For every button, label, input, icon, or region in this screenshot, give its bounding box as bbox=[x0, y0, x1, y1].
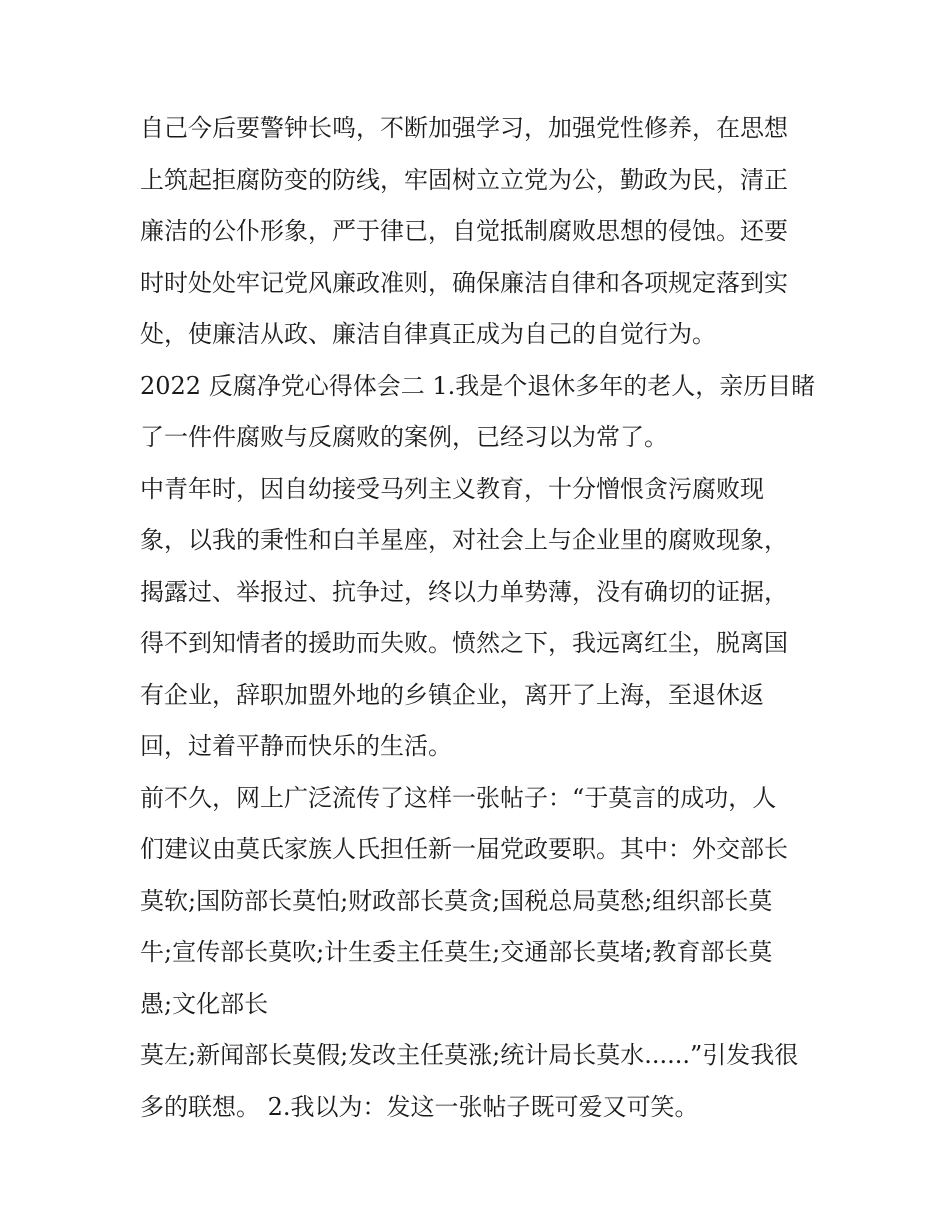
text-line: 廉洁的公仆形象，严于律已，自觉抵制腐败思想的侵蚀。还要 bbox=[140, 217, 788, 245]
text-line: 象，以我的秉性和白羊星座，对社会上与企业里的腐败现象， bbox=[140, 526, 788, 554]
text-line: 莫软;国防部长莫怕;财政部长莫贪;国税总局莫愁;组织部长莫 bbox=[140, 886, 773, 915]
text-line: 了一件件腐败与反腐败的案例，已经习以为常了。 bbox=[140, 423, 668, 451]
text-line: 回，过着平静而快乐的生活。 bbox=[140, 732, 452, 760]
document-body bbox=[140, 103, 816, 1133]
text-line: 中青年时，因自幼接受马列主义教育，十分憎恨贪污腐败现 bbox=[140, 474, 764, 503]
text-line: 有企业，辞职加盟外地的乡镇企业，离开了上海，至退休返 bbox=[140, 680, 764, 709]
text-line: 们建议由莫氏家族人氏担任新一届党政要职。其中：外交部长 bbox=[140, 835, 788, 863]
text-line: 时时处处牢记党风廉政准则，确保廉洁自律和各项规定落到实 bbox=[140, 268, 788, 297]
text-line: 愚;文化部长 bbox=[140, 989, 269, 1018]
section-heading-line: 2022 反腐净党心得体会二 1.我是个退休多年的老人，亲历目睹 bbox=[140, 371, 816, 400]
text-line: 揭露过、举报过、抗争过，终以力单势薄，没有确切的证据， bbox=[140, 577, 788, 606]
text-line: 前不久，网上广泛流传了这样一张帖子：“于莫言的成功，人 bbox=[140, 783, 777, 812]
text-line: 牛;宣传部长莫吹;计生委主任莫生;交通部长莫堵;教育部长莫 bbox=[140, 938, 773, 966]
text-line: 上筑起拒腐防变的防线，牢固树立立党为公，勤政为民，清正 bbox=[140, 165, 788, 194]
text-line: 自己今后要警钟长鸣，不断加强学习，加强党性修养，在思想 bbox=[140, 114, 788, 142]
text-line: 多的联想。 2.我以为：发这一张帖子既可爱又可笑。 bbox=[140, 1092, 699, 1121]
text-line: 莫左;新闻部长莫假;发改主任莫涨;统计局长莫水......”引发我很 bbox=[140, 1041, 799, 1069]
text-line: 处，使廉洁从政、廉洁自律真正成为自己的自觉行为。 bbox=[140, 320, 716, 348]
text-line: 得不到知情者的援助而失败。愤然之下，我远离红尘，脱离国 bbox=[140, 629, 788, 657]
